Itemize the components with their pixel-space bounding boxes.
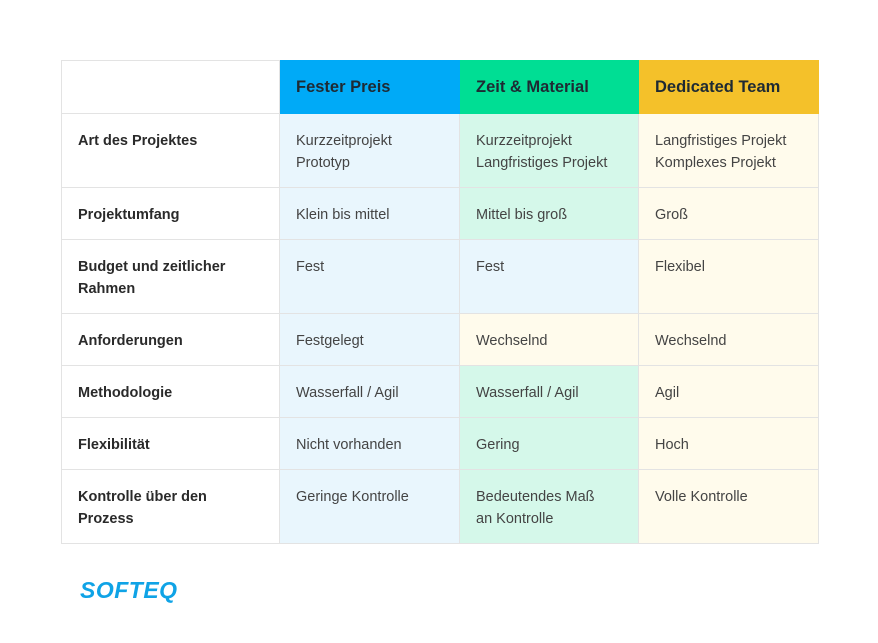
table-row [62, 240, 819, 314]
table-cell: Mittel bis groß [460, 188, 639, 240]
table-cell: Groß [639, 188, 819, 240]
table-cell: Wasserfall / Agil [460, 366, 639, 418]
cell-line: Prototyp [296, 155, 350, 171]
table-cell [460, 470, 639, 544]
comparison-table [61, 60, 819, 544]
table-cell: Volle Kontrolle [639, 470, 819, 544]
table-cell: Fest [280, 240, 460, 314]
table-cell: Geringe Kontrolle [280, 470, 460, 544]
table-cell: Wasserfall / Agil [280, 366, 460, 418]
cell-line: Bedeutendes Maß [476, 489, 595, 505]
cell-line: Langfristiges Projekt [476, 155, 608, 171]
table-cell [280, 114, 460, 188]
table-cell [639, 114, 819, 188]
table-row [62, 114, 819, 188]
cell-line: Kurzzeitprojekt [296, 133, 392, 149]
table-cell: Festgelegt [280, 314, 460, 366]
cell-line: Kurzzeitprojekt [476, 133, 572, 149]
header-fixed-price: Fester Preis [280, 61, 460, 114]
table-row [62, 188, 819, 240]
table-cell: Agil [639, 366, 819, 418]
table-cell: Gering [460, 418, 639, 470]
table-row [62, 314, 819, 366]
cell-line: Komplexes Projekt [655, 155, 776, 171]
table-cell: Wechselnd [460, 314, 639, 366]
row-label: Anforderungen [62, 314, 280, 366]
row-label: Flexibilität [62, 418, 280, 470]
table-row [62, 470, 819, 544]
table-cell: Flexibel [639, 240, 819, 314]
row-label: Art des Projektes [62, 114, 280, 188]
table-cell: Klein bis mittel [280, 188, 460, 240]
table-cell: Fest [460, 240, 639, 314]
cell-line: an Kontrolle [476, 511, 554, 527]
header-dedicated-team: Dedicated Team [639, 61, 819, 114]
row-label: Methodologie [62, 366, 280, 418]
table-cell: Nicht vorhanden [280, 418, 460, 470]
header-row [62, 61, 819, 114]
cell-line: Langfristiges Projekt [655, 133, 787, 149]
row-label: Kontrolle über den Prozess [62, 470, 280, 544]
header-time-material: Zeit & Material [460, 61, 639, 114]
row-label: Projektumfang [62, 188, 280, 240]
softeq-logo: SOFTEQ [80, 577, 178, 603]
table-cell: Wechselnd [639, 314, 819, 366]
table-row [62, 418, 819, 470]
table-row [62, 366, 819, 418]
header-corner [62, 61, 280, 114]
table-cell: Hoch [639, 418, 819, 470]
table-cell [460, 114, 639, 188]
row-label: Budget und zeitlicher Rahmen [62, 240, 280, 314]
